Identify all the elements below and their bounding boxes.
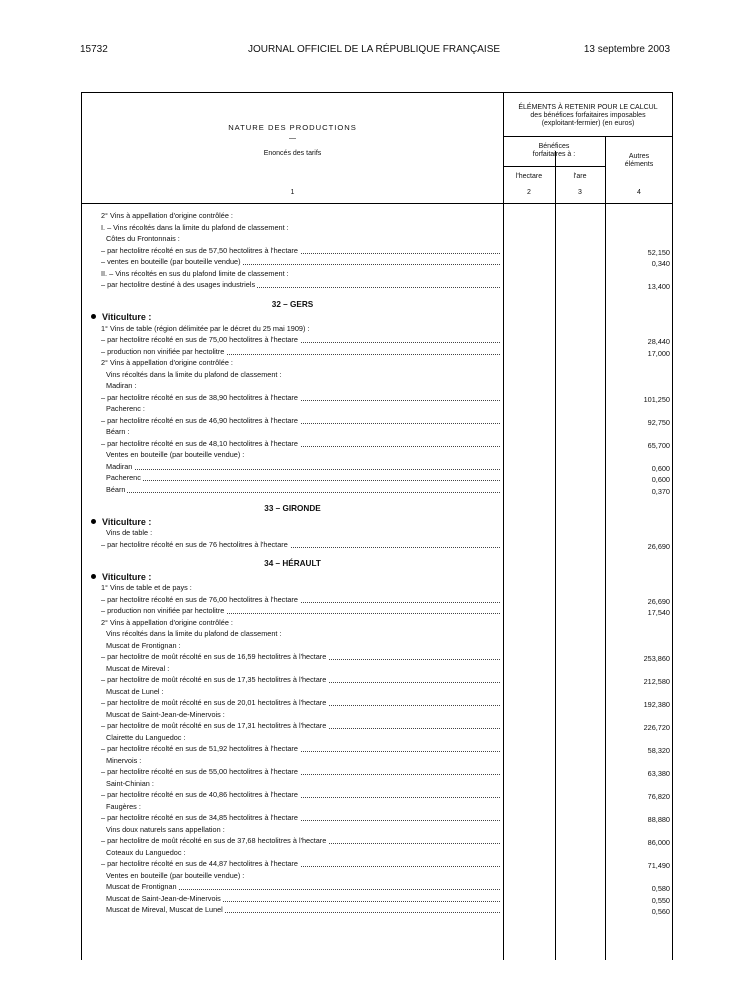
table-row xyxy=(82,755,674,767)
table-row xyxy=(82,311,674,323)
category-label xyxy=(101,222,500,234)
table-row xyxy=(82,778,674,790)
table-row xyxy=(82,539,674,551)
autres-elements-value: 0,340 xyxy=(651,259,670,268)
label-text: – par hectolitre récolté en sus de 76 hectolitres à l'hectare xyxy=(101,539,288,549)
table-row xyxy=(82,210,674,222)
tariff-label xyxy=(106,484,500,496)
category-label xyxy=(106,449,500,461)
table-row xyxy=(82,403,674,415)
label-text: – par hectolitre de moût récolté en sus de 17,31 hectolitres à l'hectare xyxy=(101,721,327,730)
category-label xyxy=(106,732,500,744)
category-label xyxy=(106,403,500,415)
label-text: Muscat de Frontignan xyxy=(106,882,177,891)
label-text: 1° Vins de table et de pays : xyxy=(101,583,192,592)
table-row xyxy=(82,847,674,859)
elements-label: éléments xyxy=(624,161,654,168)
category-label xyxy=(106,824,500,836)
label-text: 1° Vins de table (région délimitée par le décret du 25 mai 1909) : xyxy=(101,323,310,333)
autres-elements-value: 0,600 xyxy=(651,475,670,484)
category-label xyxy=(106,628,500,640)
tariff-label xyxy=(101,766,500,778)
label-text: 2° Vins à appellation d'origine contrôlée : xyxy=(101,617,233,627)
tariff-label xyxy=(101,539,500,551)
label-text: Côtes du Frontonnais : xyxy=(106,234,180,243)
label-text: Vins de table : xyxy=(106,528,153,537)
label-text: Muscat de Frontignan : xyxy=(106,640,181,650)
tariff-label xyxy=(106,904,500,916)
autres-elements-value: 58,320 xyxy=(647,746,670,755)
table-row xyxy=(82,617,674,629)
tariff-label xyxy=(101,858,500,870)
category-label xyxy=(101,617,500,629)
category-label xyxy=(106,233,500,245)
category-label xyxy=(106,709,500,721)
label-text: Saint-Chinian : xyxy=(106,778,154,788)
label-text: Madiran : xyxy=(106,381,137,390)
col-number-3: 3 xyxy=(578,189,582,196)
autres-elements-value: 0,370 xyxy=(651,486,670,496)
tariff-table xyxy=(81,92,673,960)
category-label xyxy=(106,686,500,698)
table-row xyxy=(82,789,674,801)
table-row xyxy=(82,812,674,824)
tariff-label xyxy=(106,472,500,484)
label-text: – par hectolitre de moût récolté en sus de 16,59 hectolitres à l'hectare xyxy=(101,652,327,661)
autres-elements-value: 86,000 xyxy=(647,838,670,847)
table-row xyxy=(82,346,674,358)
tariff-label xyxy=(101,594,500,606)
tariff-label xyxy=(106,461,500,473)
autres-elements-value: 26,690 xyxy=(647,596,670,606)
leader-dots xyxy=(106,480,500,481)
tariff-label xyxy=(101,743,500,755)
table-row xyxy=(82,686,674,698)
label-text: – par hectolitre de moût récolté en sus de 20,01 hectolitres à l'hectare xyxy=(101,698,327,707)
autres-elements-value: 17,000 xyxy=(647,348,670,358)
leader-dots xyxy=(106,469,500,470)
table-row xyxy=(82,858,674,870)
table-row xyxy=(82,245,674,257)
col-number-1: 1 xyxy=(290,189,295,196)
label-text: – par hectolitre récolté en sus de 34,85 hectolitres à l'hectare xyxy=(101,813,298,822)
table-row xyxy=(82,426,674,438)
table-row xyxy=(82,594,674,606)
autres-elements-value: 52,150 xyxy=(647,247,670,257)
table-row xyxy=(82,835,674,847)
table-row xyxy=(82,461,674,473)
autres-elements-value: 101,250 xyxy=(643,394,670,404)
table-row xyxy=(82,801,674,813)
label-text: Muscat de Mireval, Muscat de Lunel xyxy=(106,905,223,914)
label-text: II. – Vins récoltés en sus du plafond limite de classement : xyxy=(101,268,289,278)
tariff-label xyxy=(101,720,500,732)
autres-label: Autres xyxy=(628,153,650,160)
tariff-label xyxy=(101,812,500,824)
label-text: – par hectolitre récolté en sus de 44,87 hectolitres à l'hectare xyxy=(101,859,298,868)
autres-elements-value: 88,880 xyxy=(647,815,670,824)
label-text: Pacherenc : xyxy=(106,404,145,413)
autres-elements-value: 65,700 xyxy=(647,440,670,450)
label-text: Béarn : xyxy=(106,427,130,436)
label-text: Muscat de Mireval : xyxy=(106,663,170,673)
autres-elements-value: 13,400 xyxy=(647,282,670,291)
department-heading: 33 – GIRONDE xyxy=(264,504,321,513)
label-text: Coteaux du Languedoc : xyxy=(106,847,186,857)
table-row xyxy=(82,484,674,496)
autres-elements-value: 92,750 xyxy=(647,417,670,427)
table-row xyxy=(82,279,674,291)
table-row xyxy=(82,415,674,427)
label-text: – par hectolitre récolté en sus de 57,50 hectolitres à l'hectare xyxy=(101,245,298,255)
table-row xyxy=(82,472,674,484)
tariff-label xyxy=(101,346,500,358)
section-label xyxy=(91,311,151,323)
table-row xyxy=(82,743,674,755)
label-text: – ventes en bouteille (par bouteille vendue) xyxy=(101,257,241,266)
table-row xyxy=(82,709,674,721)
table-row xyxy=(82,663,674,675)
label-text: Pacherenc xyxy=(106,473,141,482)
header-rule xyxy=(503,136,673,137)
label-text: Vins récoltés dans la limite du plafond de classement : xyxy=(106,629,282,638)
label-text: – par hectolitre destiné à des usages industriels xyxy=(101,280,256,289)
autres-elements-value: 26,690 xyxy=(647,541,670,551)
department-heading: 32 – GERS xyxy=(271,299,314,309)
table-row xyxy=(82,766,674,778)
category-label xyxy=(106,380,500,392)
are-col-header: l'are xyxy=(573,173,587,180)
table-row xyxy=(82,674,674,686)
category-label xyxy=(106,426,500,438)
category-label xyxy=(101,582,500,594)
tariff-label xyxy=(101,392,500,404)
autres-elements-value: 226,720 xyxy=(643,723,670,732)
table-row xyxy=(82,334,674,346)
label-text: Clairette du Languedoc : xyxy=(106,732,186,742)
label-text: – par hectolitre récolté en sus de 55,00 hectolitres à l'hectare xyxy=(101,767,298,776)
autres-elements-value: 76,820 xyxy=(647,792,670,801)
category-label xyxy=(101,357,500,369)
table-row xyxy=(82,628,674,640)
tariff-label xyxy=(101,674,500,686)
benefices-label: Bénéfices xyxy=(538,143,570,150)
table-row xyxy=(82,582,674,594)
group-title-line1: ÉLÉMENTS À RETENIR POUR LE CALCUL xyxy=(518,104,658,111)
col-number-2: 2 xyxy=(527,189,531,196)
group-title-line2: des bénéfices forfaitaires imposables xyxy=(530,112,646,119)
page-number: 15732 xyxy=(80,44,108,55)
category-label xyxy=(106,527,500,539)
hectare-col-header: l'hectare xyxy=(515,173,543,180)
section-label xyxy=(91,516,151,528)
label-text: Faugères : xyxy=(106,801,141,811)
label-text: – par hectolitre récolté en sus de 51,92 hectolitres à l'hectare xyxy=(101,744,298,753)
label-text: Ventes en bouteille (par bouteille vendue) : xyxy=(106,870,245,880)
category-label xyxy=(106,640,500,652)
autres-elements-value: 0,580 xyxy=(651,884,670,893)
label-text: – par hectolitre récolté en sus de 46,90 hectolitres à l'hectare xyxy=(101,415,298,425)
tariff-label xyxy=(106,893,500,905)
category-label xyxy=(106,801,500,813)
table-row xyxy=(82,256,674,268)
category-label xyxy=(106,369,500,381)
bullet-icon xyxy=(91,314,96,319)
tariff-label xyxy=(101,835,500,847)
label-text: – par hectolitre récolté en sus de 48,10 hectolitres à l'hectare xyxy=(101,438,298,448)
publication-date: 13 septembre 2003 xyxy=(583,44,670,55)
col1-dash: — xyxy=(289,135,296,142)
label-text: – par hectolitre de moût récolté en sus de 37,68 hectolitres à l'hectare xyxy=(101,836,327,845)
label-text: – production non vinifiée par hectolitre xyxy=(101,606,225,615)
autres-elements-value: 253,860 xyxy=(643,654,670,663)
autres-elements-value: 212,580 xyxy=(643,677,670,686)
table-row xyxy=(82,299,674,311)
table-row xyxy=(82,732,674,744)
section-label-text: Viticulture : xyxy=(102,516,152,527)
bullet-icon xyxy=(91,574,96,579)
table-row xyxy=(82,824,674,836)
table-row xyxy=(82,449,674,461)
table-row xyxy=(82,558,674,570)
tariff-label xyxy=(101,415,500,427)
tariff-label xyxy=(101,651,500,663)
label-text: – par hectolitre récolté en sus de 76,00 hectolitres à l'hectare xyxy=(101,594,298,604)
tariff-label xyxy=(101,256,500,268)
autres-elements-value: 63,380 xyxy=(647,769,670,778)
table-row xyxy=(82,571,674,583)
table-row xyxy=(82,222,674,234)
label-text: 2° Vins à appellation d'origine contrôlée : xyxy=(101,211,233,220)
label-text: – par hectolitre récolté en sus de 40,86 hectolitres à l'hectare xyxy=(101,790,298,799)
label-text: 2° Vins à appellation d'origine contrôlée : xyxy=(101,358,233,367)
label-text: Vins récoltés dans la limite du plafond de classement : xyxy=(106,369,282,379)
table-row xyxy=(82,369,674,381)
tariff-label xyxy=(101,605,500,617)
label-text: Muscat de Saint-Jean-de-Minervois : xyxy=(106,709,225,719)
table-row xyxy=(82,893,674,905)
col1-title: NATURE DES PRODUCTIONS xyxy=(228,123,357,132)
header-rule xyxy=(503,166,605,167)
table-row xyxy=(82,233,674,245)
table-row xyxy=(82,380,674,392)
table-row xyxy=(82,605,674,617)
tariff-label xyxy=(101,789,500,801)
table-row xyxy=(82,651,674,663)
label-text: Béarn xyxy=(106,484,126,494)
autres-elements-value: 0,560 xyxy=(651,907,670,916)
table-row xyxy=(82,640,674,652)
label-text: I. – Vins récoltés dans la limite du plafond de classement : xyxy=(101,222,289,232)
label-text: – par hectolitre récolté en sus de 38,90 hectolitres à l'hectare xyxy=(101,392,298,402)
category-label xyxy=(101,268,500,280)
col1-subtitle: Enoncés des tarifs xyxy=(263,150,322,157)
table-row xyxy=(82,697,674,709)
table-row xyxy=(82,516,674,528)
table-row xyxy=(82,503,674,515)
tariff-label xyxy=(101,334,500,346)
label-text: – par hectolitre récolté en sus de 75,00 hectolitres à l'hectare xyxy=(101,335,298,344)
table-row xyxy=(82,438,674,450)
table-row xyxy=(82,323,674,335)
category-label xyxy=(101,323,500,335)
category-label xyxy=(101,210,500,222)
table-row xyxy=(82,870,674,882)
forfaitaires-label: forfaitaires à : xyxy=(532,151,576,158)
label-text: Ventes en bouteille (par bouteille vendue) : xyxy=(106,450,245,459)
category-label xyxy=(106,663,500,675)
autres-elements-value: 28,440 xyxy=(647,337,670,346)
autres-elements-value: 17,540 xyxy=(647,608,670,617)
autres-elements-value: 0,600 xyxy=(651,463,670,473)
tariff-label xyxy=(101,279,500,291)
category-label xyxy=(106,778,500,790)
category-label xyxy=(106,870,500,882)
table-row xyxy=(82,527,674,539)
label-text: Muscat de Saint-Jean-de-Minervois xyxy=(106,893,221,903)
category-label xyxy=(106,847,500,859)
autres-elements-value: 71,490 xyxy=(647,861,670,870)
section-label-text: Viticulture : xyxy=(102,571,152,582)
label-text: Vins doux naturels sans appellation : xyxy=(106,824,225,834)
bullet-icon xyxy=(91,519,96,524)
label-text: – par hectolitre de moût récolté en sus de 17,35 hectolitres à l'hectare xyxy=(101,675,327,684)
tariff-label xyxy=(101,697,500,709)
group-title-line3: (exploitant-fermier) (en euros) xyxy=(541,120,635,127)
table-row xyxy=(82,268,674,280)
label-text: – production non vinifiée par hectolitre xyxy=(101,346,225,356)
journal-title: JOURNAL OFFICIEL DE LA RÉPUBLIQUE FRANÇAISE xyxy=(247,44,501,55)
col-number-4: 4 xyxy=(637,189,641,196)
label-text: Muscat de Lunel : xyxy=(106,686,164,696)
department-heading: 34 – HÉRAULT xyxy=(264,559,321,568)
label-text: Minervois : xyxy=(106,755,142,765)
table-row xyxy=(82,720,674,732)
table-row xyxy=(82,881,674,893)
section-label-text: Viticulture : xyxy=(102,312,152,322)
table-row xyxy=(82,392,674,404)
tariff-label xyxy=(101,245,500,257)
tariff-label xyxy=(101,438,500,450)
section-label xyxy=(91,571,151,583)
autres-elements-value: 192,380 xyxy=(643,700,670,709)
category-label xyxy=(106,755,500,767)
table-row xyxy=(82,904,674,916)
tariff-label xyxy=(106,881,500,893)
leader-dots xyxy=(106,492,500,493)
header-rule xyxy=(82,203,673,204)
autres-elements-value: 0,550 xyxy=(651,895,670,905)
table-row xyxy=(82,357,674,369)
label-text: Madiran xyxy=(106,461,133,471)
